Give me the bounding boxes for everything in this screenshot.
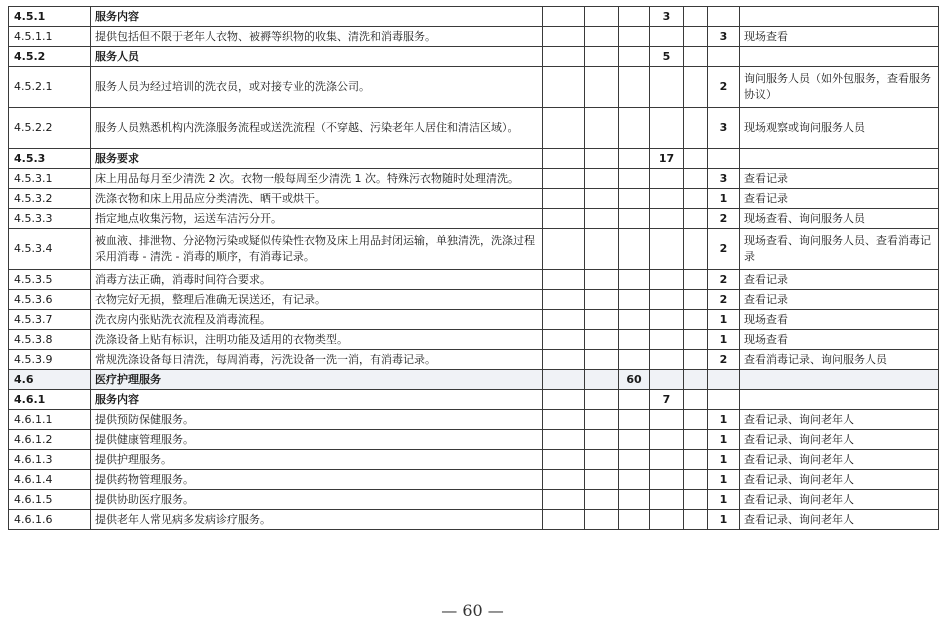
item-code: 4.5.3.1 [9,169,91,189]
table-row [9,370,939,390]
score-col-3: 7 [650,390,684,410]
score-col-5: 1 [708,490,740,510]
score-col-1 [585,430,619,450]
score-col-4 [684,450,708,470]
score-col-1 [585,47,619,67]
assessment-method: 查看记录、询问老年人 [740,490,939,510]
score-col-4 [684,510,708,530]
score-col-1 [585,350,619,370]
item-description: 指定地点收集污物，运送车洁污分开。 [91,209,543,229]
score-col-1 [585,410,619,430]
item-code: 4.6.1 [9,390,91,410]
blank-cell-1 [543,410,585,430]
score-col-5: 1 [708,470,740,490]
item-description: 服务人员为经过培训的洗衣员，或对接专业的洗涤公司。 [91,67,543,108]
score-col-1 [585,450,619,470]
table-body [9,7,939,530]
assessment-table [8,6,939,530]
score-col-2 [619,330,650,350]
assessment-method: 查看记录 [740,290,939,310]
table-row [9,430,939,450]
score-col-4 [684,430,708,450]
score-col-5 [708,390,740,410]
score-col-3 [650,350,684,370]
item-code: 4.5.3.4 [9,229,91,270]
blank-cell-1 [543,67,585,108]
score-col-2 [619,27,650,47]
blank-cell-1 [543,7,585,27]
score-col-5 [708,370,740,390]
score-col-1 [585,290,619,310]
score-col-2 [619,209,650,229]
blank-cell-1 [543,270,585,290]
table-row [9,47,939,67]
score-col-5: 2 [708,350,740,370]
score-col-2 [619,229,650,270]
score-col-3 [650,370,684,390]
score-col-5: 2 [708,229,740,270]
score-col-3: 17 [650,149,684,169]
item-description: 提供预防保健服务。 [91,410,543,430]
score-col-2 [619,470,650,490]
blank-cell-1 [543,209,585,229]
item-code: 4.5.3.8 [9,330,91,350]
score-col-5: 1 [708,189,740,209]
table-row [9,169,939,189]
table-row [9,490,939,510]
score-col-2 [619,189,650,209]
assessment-method: 现场查看 [740,27,939,47]
assessment-method: 查看记录、询问老年人 [740,430,939,450]
item-code: 4.6.1.2 [9,430,91,450]
item-description: 服务人员 [91,47,543,67]
assessment-method [740,370,939,390]
item-code: 4.5.3.9 [9,350,91,370]
table-row [9,7,939,27]
score-col-2 [619,430,650,450]
score-col-4 [684,108,708,149]
item-description: 提供护理服务。 [91,450,543,470]
score-col-1 [585,390,619,410]
item-description: 服务要求 [91,149,543,169]
score-col-4 [684,410,708,430]
blank-cell-1 [543,27,585,47]
score-col-1 [585,510,619,530]
blank-cell-1 [543,510,585,530]
item-description: 服务人员熟悉机构内洗涤服务流程或送洗流程（不穿越、污染老年人居住和清洁区域）。 [91,108,543,149]
score-col-4 [684,270,708,290]
score-col-4 [684,290,708,310]
score-col-5: 3 [708,169,740,189]
item-description: 消毒方法正确，消毒时间符合要求。 [91,270,543,290]
assessment-method [740,390,939,410]
assessment-method: 查看记录、询问老年人 [740,410,939,430]
blank-cell-1 [543,290,585,310]
score-col-4 [684,330,708,350]
score-col-5: 1 [708,410,740,430]
table-row [9,470,939,490]
score-col-2 [619,310,650,330]
score-col-3 [650,470,684,490]
blank-cell-1 [543,310,585,330]
item-code: 4.5.3.7 [9,310,91,330]
score-col-3 [650,410,684,430]
item-description: 提供老年人常见病多发病诊疗服务。 [91,510,543,530]
score-col-3 [650,169,684,189]
table-row [9,510,939,530]
table-row [9,108,939,149]
item-description: 提供药物管理服务。 [91,470,543,490]
blank-cell-1 [543,149,585,169]
score-col-3 [650,67,684,108]
item-code: 4.5.3.6 [9,290,91,310]
assessment-method: 现场观察或询问服务人员 [740,108,939,149]
score-col-3 [650,310,684,330]
item-code: 4.6.1.4 [9,470,91,490]
score-col-2 [619,450,650,470]
table-row [9,189,939,209]
assessment-method: 查看记录、询问老年人 [740,470,939,490]
item-code: 4.5.3.5 [9,270,91,290]
score-col-2 [619,149,650,169]
blank-cell-1 [543,370,585,390]
table-row [9,350,939,370]
score-col-4 [684,169,708,189]
blank-cell-1 [543,47,585,67]
score-col-2 [619,7,650,27]
score-col-2 [619,169,650,189]
score-col-5: 2 [708,209,740,229]
score-col-3 [650,490,684,510]
score-col-4 [684,310,708,330]
score-col-1 [585,310,619,330]
score-col-5 [708,149,740,169]
score-col-2 [619,67,650,108]
score-col-4 [684,47,708,67]
score-col-5: 1 [708,510,740,530]
score-col-1 [585,270,619,290]
table-row [9,450,939,470]
score-col-2 [619,108,650,149]
score-col-3: 5 [650,47,684,67]
score-col-1 [585,209,619,229]
score-col-2 [619,290,650,310]
blank-cell-1 [543,450,585,470]
score-col-3 [650,189,684,209]
table-row [9,270,939,290]
item-description: 洗衣房内张贴洗衣流程及消毒流程。 [91,310,543,330]
score-col-4 [684,7,708,27]
item-description: 服务内容 [91,7,543,27]
score-col-5 [708,47,740,67]
score-col-4 [684,370,708,390]
table-row [9,290,939,310]
table-row [9,149,939,169]
score-col-4 [684,490,708,510]
item-code: 4.5.1 [9,7,91,27]
score-col-3 [650,450,684,470]
item-code: 4.6 [9,370,91,390]
item-code: 4.5.2 [9,47,91,67]
score-col-5: 3 [708,108,740,149]
score-col-1 [585,169,619,189]
score-col-4 [684,149,708,169]
score-col-2 [619,410,650,430]
score-col-1 [585,229,619,270]
score-col-3 [650,330,684,350]
blank-cell-1 [543,169,585,189]
score-col-3 [650,27,684,47]
table-row [9,390,939,410]
score-col-5: 3 [708,27,740,47]
item-description: 衣物完好无损，整理后准确无误送还，有记录。 [91,290,543,310]
score-col-5 [708,7,740,27]
item-code: 4.6.1.6 [9,510,91,530]
item-description: 提供健康管理服务。 [91,430,543,450]
score-col-2 [619,390,650,410]
score-col-4 [684,350,708,370]
score-col-5: 1 [708,330,740,350]
item-code: 4.5.2.1 [9,67,91,108]
score-col-4 [684,189,708,209]
score-col-1 [585,490,619,510]
score-col-5: 2 [708,290,740,310]
score-col-2 [619,47,650,67]
blank-cell-1 [543,470,585,490]
item-code: 4.5.3 [9,149,91,169]
score-col-2: 60 [619,370,650,390]
score-col-3 [650,290,684,310]
score-col-5: 1 [708,430,740,450]
score-col-4 [684,470,708,490]
assessment-method: 现场查看 [740,330,939,350]
assessment-method: 现场查看 [740,310,939,330]
assessment-method [740,7,939,27]
item-code: 4.5.1.1 [9,27,91,47]
score-col-1 [585,189,619,209]
table-row [9,67,939,108]
score-col-4 [684,209,708,229]
assessment-method: 查看消毒记录、询问服务人员 [740,350,939,370]
score-col-1 [585,470,619,490]
blank-cell-1 [543,390,585,410]
score-col-5: 2 [708,270,740,290]
item-code: 4.6.1.3 [9,450,91,470]
assessment-method [740,47,939,67]
score-col-2 [619,490,650,510]
assessment-method [740,149,939,169]
score-col-3 [650,108,684,149]
score-col-3 [650,510,684,530]
item-description: 洗涤设备上贴有标识，注明功能及适用的衣物类型。 [91,330,543,350]
table-row [9,410,939,430]
item-code: 4.5.2.2 [9,108,91,149]
score-col-1 [585,67,619,108]
assessment-method: 查看记录 [740,270,939,290]
assessment-method: 现场查看、询问服务人员、查看消毒记录 [740,229,939,270]
score-col-4 [684,67,708,108]
score-col-4 [684,27,708,47]
item-code: 4.6.1.5 [9,490,91,510]
score-col-3 [650,430,684,450]
blank-cell-1 [543,108,585,149]
score-col-5: 1 [708,450,740,470]
assessment-method: 查看记录、询问老年人 [740,510,939,530]
score-col-5: 1 [708,310,740,330]
score-col-4 [684,390,708,410]
assessment-method: 查看记录 [740,169,939,189]
score-col-1 [585,108,619,149]
item-description: 服务内容 [91,390,543,410]
item-description: 医疗护理服务 [91,370,543,390]
item-code: 4.6.1.1 [9,410,91,430]
item-code: 4.5.3.3 [9,209,91,229]
score-col-2 [619,270,650,290]
table-row [9,330,939,350]
item-description: 被血液、排泄物、分泌物污染或疑似传染性衣物及床上用品封闭运输，单独清洗，洗涤过程采用消毒 - 清洗 - 消毒的顺序，有消毒记录。 [91,229,543,270]
score-col-2 [619,510,650,530]
item-description: 床上用品每月至少清洗 2 次。衣物一般每周至少清洗 1 次。特殊污衣物随时处理清洗。 [91,169,543,189]
score-col-3: 3 [650,7,684,27]
blank-cell-1 [543,490,585,510]
assessment-method: 查看记录 [740,189,939,209]
table-row [9,229,939,270]
blank-cell-1 [543,330,585,350]
assessment-method: 查看记录、询问老年人 [740,450,939,470]
score-col-4 [684,229,708,270]
score-col-3 [650,270,684,290]
item-description: 洗涤衣物和床上用品应分类清洗、晒干或烘干。 [91,189,543,209]
score-col-2 [619,350,650,370]
score-col-5: 2 [708,67,740,108]
score-col-1 [585,370,619,390]
score-col-3 [650,209,684,229]
score-col-1 [585,27,619,47]
score-col-1 [585,149,619,169]
assessment-method: 现场查看、询问服务人员 [740,209,939,229]
blank-cell-1 [543,430,585,450]
item-description: 提供包括但不限于老年人衣物、被褥等织物的收集、清洗和消毒服务。 [91,27,543,47]
item-description: 提供协助医疗服务。 [91,490,543,510]
score-col-1 [585,7,619,27]
blank-cell-1 [543,189,585,209]
score-col-3 [650,229,684,270]
assessment-method: 询问服务人员（如外包服务，查看服务协议） [740,67,939,108]
item-description: 常规洗涤设备每日清洗，每周消毒，污洗设备一洗一消，有消毒记录。 [91,350,543,370]
score-col-1 [585,330,619,350]
table-row [9,27,939,47]
page-number: — 60 — [441,601,504,620]
blank-cell-1 [543,350,585,370]
blank-cell-1 [543,229,585,270]
table-row [9,310,939,330]
item-code: 4.5.3.2 [9,189,91,209]
table-row [9,209,939,229]
